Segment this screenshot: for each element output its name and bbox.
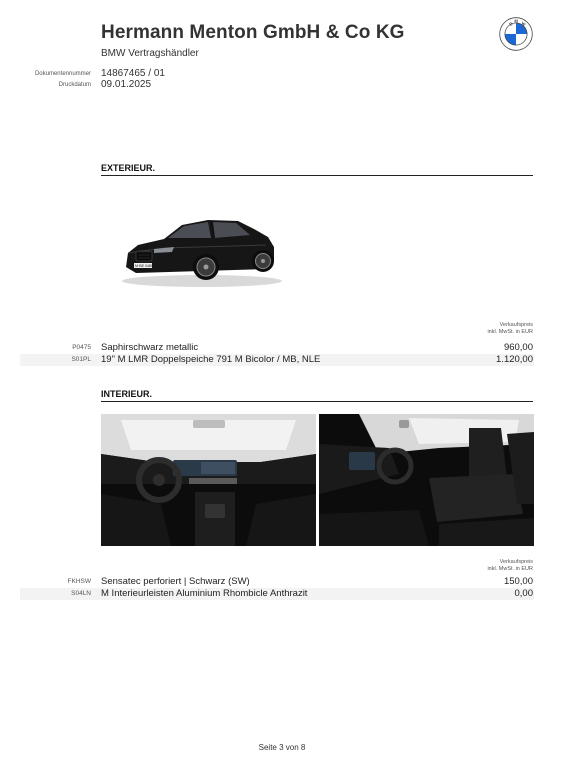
interior-item-row [20, 576, 534, 588]
interior-heading: INTERIEUR. [101, 389, 153, 399]
exterior-price-header-line2: inkl. MwSt. in EUR [487, 328, 533, 335]
interior-price-header [433, 559, 533, 572]
exterior-price-header [433, 322, 533, 335]
option-code: FKHSW [67, 578, 91, 585]
car-exterior-image [116, 205, 288, 295]
svg-text:B: B [508, 21, 514, 27]
option-price: 150,00 [503, 576, 533, 587]
license-plate: M·BE 0480 [135, 264, 153, 268]
exterior-item-row [20, 342, 534, 354]
option-price: 1.120,00 [496, 354, 533, 365]
print-date-label: Druckdatum [58, 82, 91, 88]
interior-price-header-line2: inkl. MwSt. in EUR [487, 565, 533, 572]
svg-text:W: W [520, 20, 527, 27]
option-code: S04LN [71, 590, 91, 597]
exterior-item-row [20, 354, 534, 366]
option-description: Sensatec perforiert | Schwarz (SW) [101, 576, 250, 587]
option-code: P0475 [72, 344, 91, 351]
option-description: Saphirschwarz metallic [101, 342, 199, 353]
doc-number: 14867465 / 01 [101, 68, 165, 79]
exterior-divider [101, 175, 533, 176]
exterior-heading: EXTERIEUR. [101, 163, 156, 173]
dealer-subtitle: BMW Vertragshändler [101, 48, 199, 59]
svg-text:M: M [514, 18, 518, 24]
print-date: 09.01.2025 [101, 79, 152, 90]
option-price: 0,00 [514, 588, 533, 599]
interior-item-row [20, 588, 534, 600]
interior-price-header-line1: Verkaufspreis [499, 559, 533, 565]
option-description: 19" M LMR Doppelspeiche 791 M Bicolor / MB, NLE [101, 354, 321, 365]
doc-number-label: Dokumentennummer [34, 71, 91, 77]
interior-dashboard-image [101, 414, 316, 546]
interior-seats-image [319, 414, 534, 546]
page-number: Seite 3 von 8 [258, 743, 306, 752]
option-code: S01PL [71, 356, 91, 363]
bmw-logo-icon [499, 17, 533, 51]
option-price: 960,00 [503, 342, 533, 353]
exterior-price-header-line1: Verkaufspreis [499, 322, 533, 328]
interior-divider [101, 401, 533, 402]
option-description: M Interieurleisten Aluminium Rhombicle Anthrazit [101, 588, 308, 599]
dealer-name: Hermann Menton GmbH & Co KG [101, 22, 405, 43]
